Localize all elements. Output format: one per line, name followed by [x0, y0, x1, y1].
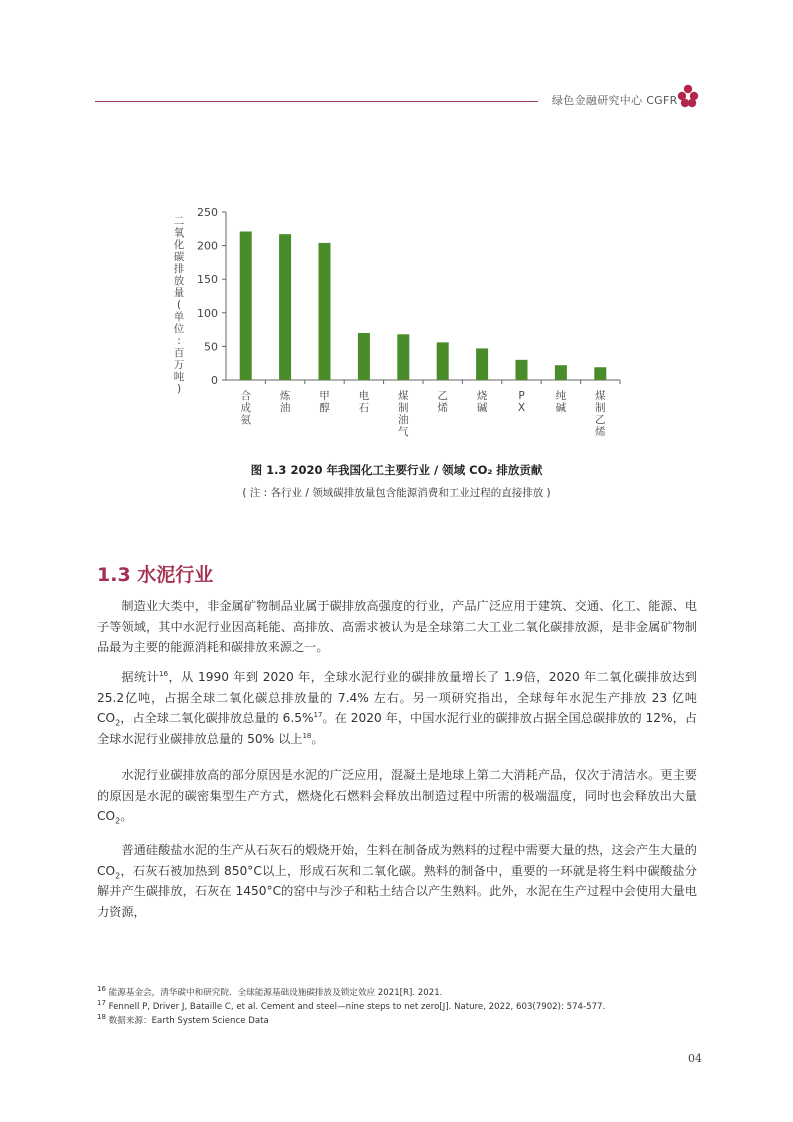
- x-tick-label: 煤 制 油 气: [398, 390, 409, 438]
- section-title: 1.3 水泥行业: [97, 564, 214, 586]
- p4-text-a: 普通硅酸盐水泥的生产从石灰石的煅烧开始，生料在制备成为熟料的过程中需要大量的热，这会产生大量的 CO: [97, 843, 697, 878]
- footnote-17: [97, 1000, 697, 1014]
- footnote-text: 能源基金会，清华碳中和研究院．全球能源基础设施碳排放及锁定效应 2021[R]. 2021.: [108, 988, 443, 998]
- chart-caption-note: ( 注 : 各行业 / 领域碳排放量包含能源消费和工业过程的直接排放 ): [242, 487, 551, 499]
- x-tick-label: 炼 油: [279, 390, 291, 414]
- bar-5: [437, 342, 449, 380]
- y-tick-label: 250: [197, 206, 218, 219]
- footnote-text: 数据来源：Earth System Science Data: [108, 1016, 269, 1026]
- paragraph-1-text: 制造业大类中，非金属矿物制品业属于碳排放高强度的行业，产品广泛应用于建筑、交通、化工、能源、电子等领域，其中水泥行业因高耗能、高排放、高需求被认为是全球第二大工业二氧化碳排放源，是非金属矿物制品最为主要的能源消耗和碳排放来源之一。: [97, 599, 697, 654]
- p2-text-a: 据统计: [121, 670, 160, 684]
- footnote-num: 16: [97, 985, 106, 994]
- footnote-num: 18: [97, 1013, 106, 1022]
- footnote-ref-16: 16: [159, 669, 169, 678]
- paragraph-2: [97, 667, 697, 749]
- x-tick-label: 纯 碱: [555, 390, 567, 414]
- x-tick-label: 电 石: [358, 390, 370, 414]
- x-tick-label: 乙 烯: [437, 390, 448, 414]
- footnote-16: [97, 986, 697, 1000]
- p2-text-b: ，从 1990 年到 2020 年，全球水泥行业的碳排放量增长了 1.9倍，2020 年二氧化碳排放达到 25.2亿吨，占据全球二氧化碳总排放量的 7.4% 左右。另一项研究指出，全球每年水泥生产排放 23 亿吨 CO: [97, 670, 697, 725]
- bar-3: [358, 333, 370, 380]
- paragraph-1: [97, 596, 697, 658]
- p3-text-b: 。: [120, 809, 133, 823]
- bar-4: [397, 334, 409, 380]
- p2-subscript: 2: [115, 718, 121, 728]
- header-org-name: 绿色金融研究中心 CGFR: [552, 94, 678, 107]
- y-tick-label: 0: [211, 374, 218, 387]
- x-tick-label: P X: [517, 390, 526, 414]
- x-tick-label: 煤 制 乙 烯: [595, 390, 606, 438]
- logo-dot-top: [684, 85, 692, 93]
- footnote-text: Fennell P, Driver J, Bataille C, et al. Cement and steel—nine steps to net zero[J]. Nature, 2022, 603(7902): 574-577.: [108, 1002, 606, 1012]
- page-number: 04: [688, 1052, 702, 1065]
- bar-0: [240, 231, 252, 380]
- y-tick-label: 150: [197, 273, 218, 287]
- p4-text-b: ，石灰石被加热到 850°C以上，形成石灰和二氧化碳。熟料的制备中，重要的一环就是将生料中碳酸盐分解并产生碳排放，石灰在 1450°C的窑中与沙子和粘土结合以产生熟料。此外，水泥在生产过程中会使用大量电力资源，: [97, 863, 697, 919]
- p3-text-a: 水泥行业碳排放高的部分原因是水泥的广泛应用，混凝土是地球上第二大消耗产品，仅次于清洁水。更主要的原因是水泥的碳密集型生产方式，燃烧化石燃料会释放出制造过程中所需的极端温度，同时也会释放出大量 CO: [97, 768, 697, 823]
- chart-y-axis-label: 二 氧 化 碳 排 放 量 ( 单 位 : 百 万 吨 ): [173, 215, 185, 395]
- x-tick-label: 合 成 氨: [240, 390, 251, 426]
- paragraph-4: [97, 840, 697, 922]
- p3-subscript: 2: [115, 816, 121, 826]
- header-rule: [95, 101, 538, 102]
- footnote-18: [97, 1014, 697, 1028]
- y-tick-label: 100: [197, 306, 218, 320]
- p2-text-c: ，占全球二氧化碳排放总量的 6.5%: [120, 711, 314, 725]
- bar-8: [555, 365, 567, 380]
- x-tick-label: 甲 醇: [319, 390, 330, 414]
- paragraph-3: [97, 765, 697, 827]
- footnotes: [97, 986, 697, 1028]
- footnote-num: 17: [97, 999, 106, 1008]
- y-tick-label: 50: [204, 340, 218, 354]
- p2-text-d: 。在 2020 年，中国水泥行业的碳排放占据全国总碳排放的 12%，占全球水泥行业碳排放总量的 50% 以上: [97, 711, 697, 746]
- chart-caption-title: 图 1.3 2020 年我国化工主要行业 / 领域 CO₂ 排放贡献: [250, 463, 543, 477]
- p2-text-e: 。: [311, 731, 324, 746]
- bar-6: [476, 348, 488, 380]
- bar-1: [279, 234, 291, 380]
- cgfr-logo-icon: [676, 84, 700, 108]
- logo-dot-bottom-right: [688, 99, 696, 107]
- footnote-ref-18: 18: [302, 731, 312, 740]
- y-tick-label: 200: [197, 239, 218, 253]
- p4-subscript: 2: [115, 870, 121, 880]
- bar-7: [516, 360, 528, 380]
- bar-2: [319, 243, 331, 380]
- bar-9: [594, 367, 606, 380]
- footnote-ref-17: 17: [313, 710, 323, 719]
- x-tick-label: 烧 碱: [476, 390, 488, 414]
